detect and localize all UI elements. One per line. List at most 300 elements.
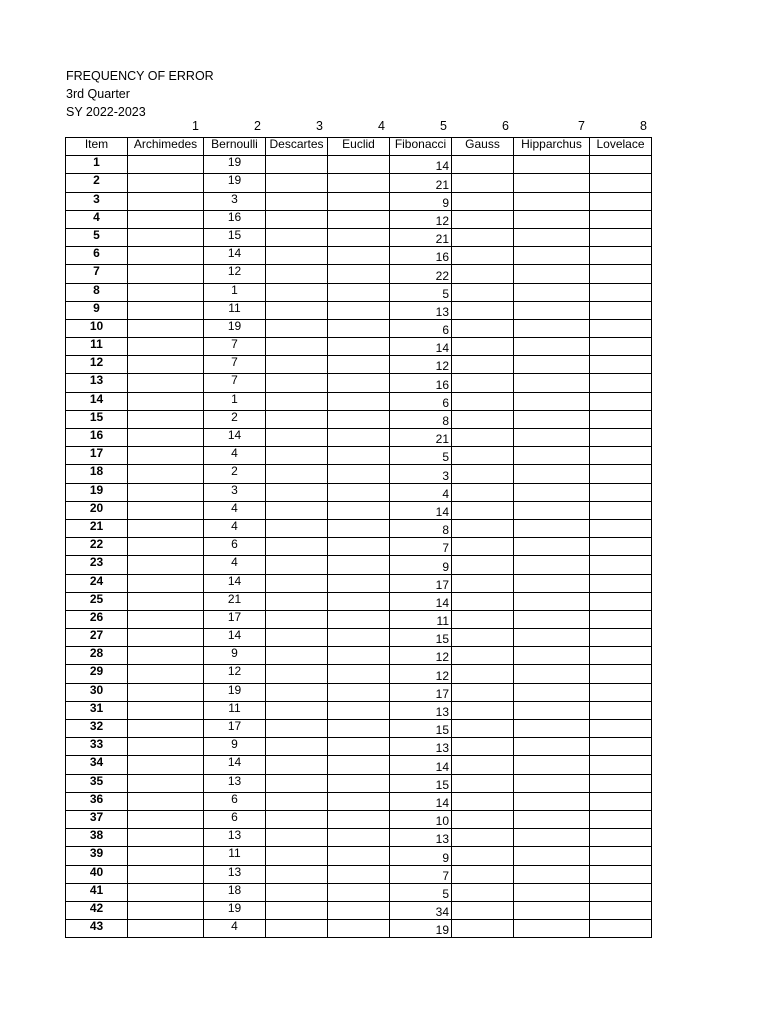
lovelace-cell — [590, 556, 652, 574]
lovelace-cell — [590, 156, 652, 174]
archimedes-cell — [128, 865, 204, 883]
hipparchus-cell — [514, 156, 590, 174]
archimedes-cell — [128, 574, 204, 592]
archimedes-cell — [128, 465, 204, 483]
hipparchus-cell — [514, 247, 590, 265]
item-number-cell: 26 — [66, 610, 128, 628]
descartes-cell — [266, 356, 328, 374]
hipparchus-cell — [514, 683, 590, 701]
table-row — [66, 538, 652, 556]
descartes-cell — [266, 829, 328, 847]
gauss-cell — [452, 538, 514, 556]
hipparchus-cell — [514, 319, 590, 337]
euclid-cell — [328, 174, 390, 192]
euclid-cell — [328, 501, 390, 519]
archimedes-cell — [128, 410, 204, 428]
descartes-cell — [266, 265, 328, 283]
archimedes-cell — [128, 301, 204, 319]
item-number-cell: 25 — [66, 592, 128, 610]
quarter-label: 3rd Quarter — [66, 87, 130, 101]
gauss-cell — [452, 810, 514, 828]
item-number-cell: 32 — [66, 720, 128, 738]
table-row — [66, 665, 652, 683]
gauss-cell — [452, 901, 514, 919]
fibonacci-cell: 7 — [390, 865, 452, 883]
gauss-cell — [452, 174, 514, 192]
archimedes-cell — [128, 447, 204, 465]
column-number: 7 — [578, 119, 585, 133]
table-row — [66, 592, 652, 610]
item-number-cell: 34 — [66, 756, 128, 774]
euclid-cell — [328, 465, 390, 483]
gauss-cell — [452, 883, 514, 901]
fibonacci-cell: 12 — [390, 647, 452, 665]
fibonacci-cell: 5 — [390, 447, 452, 465]
hipparchus-cell — [514, 774, 590, 792]
euclid-cell — [328, 901, 390, 919]
lovelace-cell — [590, 501, 652, 519]
euclid-cell — [328, 319, 390, 337]
archimedes-cell — [128, 283, 204, 301]
item-number-cell: 16 — [66, 429, 128, 447]
euclid-cell — [328, 338, 390, 356]
hipparchus-cell — [514, 792, 590, 810]
bernoulli-cell: 2 — [204, 410, 266, 428]
item-number-cell: 28 — [66, 647, 128, 665]
bernoulli-cell: 14 — [204, 247, 266, 265]
bernoulli-cell: 19 — [204, 174, 266, 192]
euclid-cell — [328, 483, 390, 501]
item-number-cell: 17 — [66, 447, 128, 465]
fibonacci-cell: 16 — [390, 247, 452, 265]
euclid-cell — [328, 865, 390, 883]
fibonacci-cell: 7 — [390, 538, 452, 556]
gauss-cell — [452, 792, 514, 810]
gauss-cell — [452, 756, 514, 774]
archimedes-cell — [128, 901, 204, 919]
item-number-cell: 23 — [66, 556, 128, 574]
descartes-cell — [266, 865, 328, 883]
euclid-cell — [328, 592, 390, 610]
fibonacci-cell: 15 — [390, 720, 452, 738]
descartes-cell — [266, 392, 328, 410]
error-frequency-table — [65, 137, 652, 938]
school-year-label: SY 2022-2023 — [66, 105, 146, 119]
bernoulli-cell: 18 — [204, 883, 266, 901]
lovelace-cell — [590, 629, 652, 647]
descartes-cell — [266, 210, 328, 228]
euclid-cell — [328, 883, 390, 901]
table-row — [66, 629, 652, 647]
bernoulli-cell: 7 — [204, 374, 266, 392]
column-number: 3 — [316, 119, 323, 133]
table-row — [66, 247, 652, 265]
fibonacci-cell: 13 — [390, 301, 452, 319]
hipparchus-cell — [514, 392, 590, 410]
column-number: 6 — [502, 119, 509, 133]
descartes-cell — [266, 683, 328, 701]
column-header: Descartes — [266, 138, 328, 156]
hipparchus-cell — [514, 665, 590, 683]
fibonacci-cell: 14 — [390, 592, 452, 610]
fibonacci-cell: 34 — [390, 901, 452, 919]
item-number-cell: 30 — [66, 683, 128, 701]
hipparchus-cell — [514, 410, 590, 428]
fibonacci-cell: 3 — [390, 465, 452, 483]
item-number-cell: 10 — [66, 319, 128, 337]
descartes-cell — [266, 901, 328, 919]
table-row — [66, 883, 652, 901]
table-row — [66, 338, 652, 356]
bernoulli-cell: 7 — [204, 338, 266, 356]
table-row — [66, 683, 652, 701]
table-row — [66, 156, 652, 174]
lovelace-cell — [590, 538, 652, 556]
lovelace-cell — [590, 356, 652, 374]
fibonacci-cell: 17 — [390, 574, 452, 592]
table-row — [66, 519, 652, 537]
archimedes-cell — [128, 829, 204, 847]
descartes-cell — [266, 629, 328, 647]
table-row — [66, 192, 652, 210]
bernoulli-cell: 11 — [204, 847, 266, 865]
table-row — [66, 865, 652, 883]
gauss-cell — [452, 356, 514, 374]
gauss-cell — [452, 829, 514, 847]
column-header: Bernoulli — [204, 138, 266, 156]
archimedes-cell — [128, 665, 204, 683]
table-row — [66, 647, 652, 665]
lovelace-cell — [590, 592, 652, 610]
hipparchus-cell — [514, 865, 590, 883]
table-row — [66, 720, 652, 738]
item-number-cell: 2 — [66, 174, 128, 192]
lovelace-cell — [590, 174, 652, 192]
lovelace-cell — [590, 410, 652, 428]
gauss-cell — [452, 574, 514, 592]
bernoulli-cell: 1 — [204, 283, 266, 301]
item-number-cell: 11 — [66, 338, 128, 356]
lovelace-cell — [590, 574, 652, 592]
euclid-cell — [328, 738, 390, 756]
euclid-cell — [328, 301, 390, 319]
archimedes-cell — [128, 720, 204, 738]
bernoulli-cell: 13 — [204, 829, 266, 847]
fibonacci-cell: 17 — [390, 683, 452, 701]
table-row — [66, 283, 652, 301]
table-row — [66, 483, 652, 501]
item-number-cell: 35 — [66, 774, 128, 792]
item-number-cell: 31 — [66, 701, 128, 719]
hipparchus-cell — [514, 283, 590, 301]
descartes-cell — [266, 301, 328, 319]
hipparchus-cell — [514, 501, 590, 519]
gauss-cell — [452, 592, 514, 610]
hipparchus-cell — [514, 920, 590, 938]
hipparchus-cell — [514, 847, 590, 865]
bernoulli-cell: 2 — [204, 465, 266, 483]
item-number-cell: 9 — [66, 301, 128, 319]
table-row — [66, 392, 652, 410]
fibonacci-cell: 6 — [390, 319, 452, 337]
lovelace-cell — [590, 810, 652, 828]
archimedes-cell — [128, 810, 204, 828]
bernoulli-cell: 14 — [204, 429, 266, 447]
euclid-cell — [328, 538, 390, 556]
gauss-cell — [452, 192, 514, 210]
fibonacci-cell: 5 — [390, 283, 452, 301]
archimedes-cell — [128, 429, 204, 447]
item-number-cell: 42 — [66, 901, 128, 919]
table-row — [66, 265, 652, 283]
bernoulli-cell: 11 — [204, 301, 266, 319]
gauss-cell — [452, 265, 514, 283]
lovelace-cell — [590, 374, 652, 392]
euclid-cell — [328, 920, 390, 938]
bernoulli-cell: 13 — [204, 865, 266, 883]
column-number: 5 — [440, 119, 447, 133]
item-number-cell: 41 — [66, 883, 128, 901]
lovelace-cell — [590, 447, 652, 465]
hipparchus-cell — [514, 592, 590, 610]
archimedes-cell — [128, 319, 204, 337]
hipparchus-cell — [514, 883, 590, 901]
descartes-cell — [266, 538, 328, 556]
fibonacci-cell: 14 — [390, 756, 452, 774]
bernoulli-cell: 6 — [204, 810, 266, 828]
bernoulli-cell: 14 — [204, 756, 266, 774]
hipparchus-cell — [514, 629, 590, 647]
descartes-cell — [266, 738, 328, 756]
lovelace-cell — [590, 210, 652, 228]
descartes-cell — [266, 665, 328, 683]
table-row — [66, 701, 652, 719]
descartes-cell — [266, 174, 328, 192]
hipparchus-cell — [514, 538, 590, 556]
column-number: 8 — [640, 119, 647, 133]
hipparchus-cell — [514, 174, 590, 192]
table-row — [66, 210, 652, 228]
table-row — [66, 174, 652, 192]
lovelace-cell — [590, 465, 652, 483]
item-number-cell: 15 — [66, 410, 128, 428]
lovelace-cell — [590, 901, 652, 919]
table-row — [66, 810, 652, 828]
fibonacci-cell: 22 — [390, 265, 452, 283]
descartes-cell — [266, 338, 328, 356]
euclid-cell — [328, 247, 390, 265]
bernoulli-cell: 19 — [204, 156, 266, 174]
bernoulli-cell: 3 — [204, 192, 266, 210]
archimedes-cell — [128, 174, 204, 192]
euclid-cell — [328, 629, 390, 647]
gauss-cell — [452, 210, 514, 228]
hipparchus-cell — [514, 447, 590, 465]
archimedes-cell — [128, 774, 204, 792]
euclid-cell — [328, 356, 390, 374]
gauss-cell — [452, 392, 514, 410]
euclid-cell — [328, 683, 390, 701]
gauss-cell — [452, 501, 514, 519]
hipparchus-cell — [514, 701, 590, 719]
table-row — [66, 556, 652, 574]
archimedes-cell — [128, 556, 204, 574]
title-block — [66, 67, 214, 121]
table-row — [66, 301, 652, 319]
gauss-cell — [452, 301, 514, 319]
euclid-cell — [328, 556, 390, 574]
descartes-cell — [266, 447, 328, 465]
hipparchus-cell — [514, 556, 590, 574]
table-row — [66, 429, 652, 447]
gauss-cell — [452, 701, 514, 719]
item-number-cell: 43 — [66, 920, 128, 938]
hipparchus-cell — [514, 301, 590, 319]
item-number-cell: 6 — [66, 247, 128, 265]
archimedes-cell — [128, 592, 204, 610]
archimedes-cell — [128, 374, 204, 392]
descartes-cell — [266, 429, 328, 447]
lovelace-cell — [590, 792, 652, 810]
bernoulli-cell: 4 — [204, 519, 266, 537]
hipparchus-cell — [514, 738, 590, 756]
item-number-cell: 37 — [66, 810, 128, 828]
gauss-cell — [452, 647, 514, 665]
gauss-cell — [452, 720, 514, 738]
descartes-cell — [266, 556, 328, 574]
archimedes-cell — [128, 247, 204, 265]
column-number: 4 — [378, 119, 385, 133]
lovelace-cell — [590, 483, 652, 501]
gauss-cell — [452, 665, 514, 683]
bernoulli-cell: 14 — [204, 629, 266, 647]
fibonacci-cell: 13 — [390, 829, 452, 847]
table-row — [66, 756, 652, 774]
hipparchus-cell — [514, 356, 590, 374]
item-number-cell: 27 — [66, 629, 128, 647]
bernoulli-cell: 4 — [204, 920, 266, 938]
fibonacci-cell: 15 — [390, 629, 452, 647]
archimedes-cell — [128, 647, 204, 665]
lovelace-cell — [590, 301, 652, 319]
archimedes-cell — [128, 920, 204, 938]
bernoulli-cell: 15 — [204, 228, 266, 246]
euclid-cell — [328, 156, 390, 174]
gauss-cell — [452, 865, 514, 883]
lovelace-cell — [590, 265, 652, 283]
descartes-cell — [266, 192, 328, 210]
descartes-cell — [266, 720, 328, 738]
bernoulli-cell: 21 — [204, 592, 266, 610]
euclid-cell — [328, 647, 390, 665]
descartes-cell — [266, 501, 328, 519]
table-row — [66, 792, 652, 810]
archimedes-cell — [128, 210, 204, 228]
item-number-cell: 1 — [66, 156, 128, 174]
item-number-cell: 39 — [66, 847, 128, 865]
descartes-cell — [266, 756, 328, 774]
table-row — [66, 410, 652, 428]
item-number-cell: 40 — [66, 865, 128, 883]
archimedes-cell — [128, 792, 204, 810]
lovelace-cell — [590, 647, 652, 665]
fibonacci-cell: 14 — [390, 156, 452, 174]
archimedes-cell — [128, 338, 204, 356]
archimedes-cell — [128, 156, 204, 174]
euclid-cell — [328, 574, 390, 592]
hipparchus-cell — [514, 756, 590, 774]
archimedes-cell — [128, 192, 204, 210]
euclid-cell — [328, 210, 390, 228]
hipparchus-cell — [514, 338, 590, 356]
table-row — [66, 447, 652, 465]
item-number-cell: 29 — [66, 665, 128, 683]
archimedes-cell — [128, 738, 204, 756]
gauss-cell — [452, 228, 514, 246]
fibonacci-cell: 12 — [390, 210, 452, 228]
archimedes-cell — [128, 265, 204, 283]
gauss-cell — [452, 374, 514, 392]
table-row — [66, 501, 652, 519]
table-row — [66, 738, 652, 756]
fibonacci-cell: 21 — [390, 174, 452, 192]
lovelace-cell — [590, 920, 652, 938]
fibonacci-cell: 16 — [390, 374, 452, 392]
gauss-cell — [452, 556, 514, 574]
lovelace-cell — [590, 319, 652, 337]
descartes-cell — [266, 465, 328, 483]
hipparchus-cell — [514, 228, 590, 246]
bernoulli-cell: 6 — [204, 538, 266, 556]
table-row — [66, 774, 652, 792]
lovelace-cell — [590, 774, 652, 792]
lovelace-cell — [590, 756, 652, 774]
hipparchus-cell — [514, 465, 590, 483]
descartes-cell — [266, 483, 328, 501]
fibonacci-cell: 19 — [390, 920, 452, 938]
hipparchus-cell — [514, 429, 590, 447]
euclid-cell — [328, 392, 390, 410]
fibonacci-cell: 15 — [390, 774, 452, 792]
gauss-cell — [452, 283, 514, 301]
archimedes-cell — [128, 756, 204, 774]
hipparchus-cell — [514, 829, 590, 847]
fibonacci-cell: 14 — [390, 338, 452, 356]
euclid-cell — [328, 701, 390, 719]
report-title: FREQUENCY OF ERROR — [66, 69, 214, 83]
bernoulli-cell: 13 — [204, 774, 266, 792]
gauss-cell — [452, 338, 514, 356]
lovelace-cell — [590, 883, 652, 901]
euclid-cell — [328, 265, 390, 283]
table-row — [66, 319, 652, 337]
bernoulli-cell: 6 — [204, 792, 266, 810]
hipparchus-cell — [514, 483, 590, 501]
item-number-cell: 22 — [66, 538, 128, 556]
descartes-cell — [266, 319, 328, 337]
table-row — [66, 901, 652, 919]
bernoulli-cell: 7 — [204, 356, 266, 374]
column-number: 2 — [254, 119, 261, 133]
descartes-cell — [266, 610, 328, 628]
gauss-cell — [452, 920, 514, 938]
column-header: Fibonacci — [390, 138, 452, 156]
descartes-cell — [266, 774, 328, 792]
item-number-cell: 8 — [66, 283, 128, 301]
archimedes-cell — [128, 356, 204, 374]
descartes-cell — [266, 228, 328, 246]
item-number-cell: 21 — [66, 519, 128, 537]
